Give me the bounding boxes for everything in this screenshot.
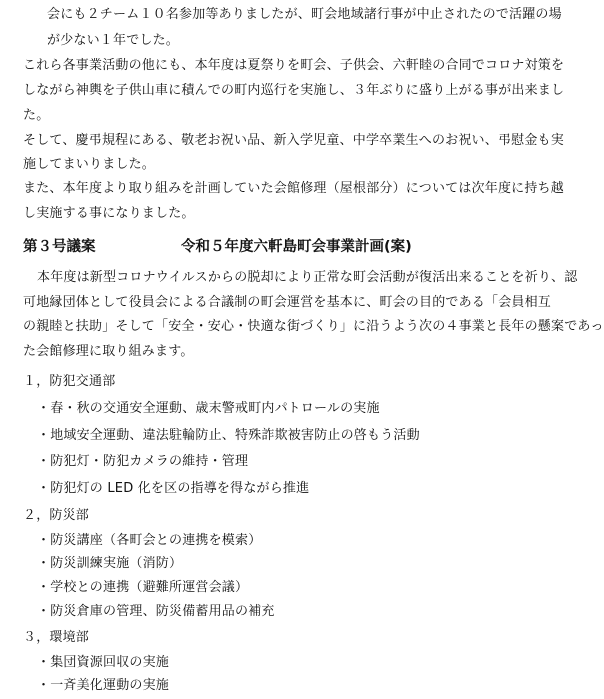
report-line: 施してまいりました。	[23, 157, 156, 172]
report-line: し実施する事になりました。	[23, 206, 195, 221]
section-item: ・春・秋の交通安全運動、歳末警戒町内パトロールの実施	[37, 401, 380, 416]
report-line: た。	[23, 108, 50, 123]
report-line: また、本年度より取り組みを計画していた会館修理（屋根部分）については次年度に持ち越	[23, 181, 564, 196]
report-line: 会にも２チーム１０名参加等ありましたが、町会地域諸行事が中止されたので活躍の場	[47, 7, 562, 22]
section-item: ・集団資源回収の実施	[37, 655, 170, 670]
section-item: ・防災講座（各町会との連携を模索）	[37, 533, 262, 548]
intro-line: 本年度は新型コロナウイルスからの脱却により正常な町会活動が復活出来ることを祈り、認	[37, 270, 578, 285]
section-heading: １，防犯交通部	[23, 374, 116, 389]
section-item: ・地域安全運動、違法駐輪防止、特殊詐欺被害防止の啓もう活動	[37, 428, 420, 443]
section-item: ・学校との連携（避難所運営会議）	[37, 580, 249, 595]
agenda-number: 第３号議案	[23, 239, 96, 255]
section-item: ・防災訓練実施（消防）	[37, 556, 183, 571]
section-item: ・一斉美化運動の実施	[37, 678, 170, 693]
intro-line: た会館修理に取り組みます。	[23, 344, 194, 359]
report-line: が少ない１年でした。	[47, 33, 180, 48]
report-line: しながら神輿を子供山車に積んでの町内巡行を実施し、３年ぶりに盛り上がる事が出来まし	[23, 83, 565, 98]
section-heading: ３，環境部	[23, 630, 90, 645]
intro-line: 可地縁団体として役員会による合議制の町会運営を基本に、町会の目的である「会員相互	[23, 295, 552, 310]
report-line: そして、慶弔規程にある、敬老お祝い品、新入学児童、中学卒業生へのお祝い、弔慰金も実	[23, 133, 564, 148]
section-item: ・防犯灯・防犯カメラの維持・管理	[37, 454, 249, 469]
report-line: これら各事業活動の他にも、本年度は夏祭りを町会、子供会、六軒睦の合同でコロナ対策を	[23, 58, 565, 73]
agenda-title: 令和５年度六軒島町会事業計画(案)	[181, 239, 412, 255]
section-heading: ２，防災部	[23, 508, 90, 523]
section-item: ・防犯灯の LED 化を区の指導を得ながら推進	[37, 481, 310, 496]
intro-line: の親睦と扶助」そして「安全・安心・快適な街づくり」に沿うよう次の４事業と長年の懸案であっ	[23, 319, 604, 334]
section-item: ・防災倉庫の管理、防災備蓄用品の補充	[37, 604, 275, 619]
